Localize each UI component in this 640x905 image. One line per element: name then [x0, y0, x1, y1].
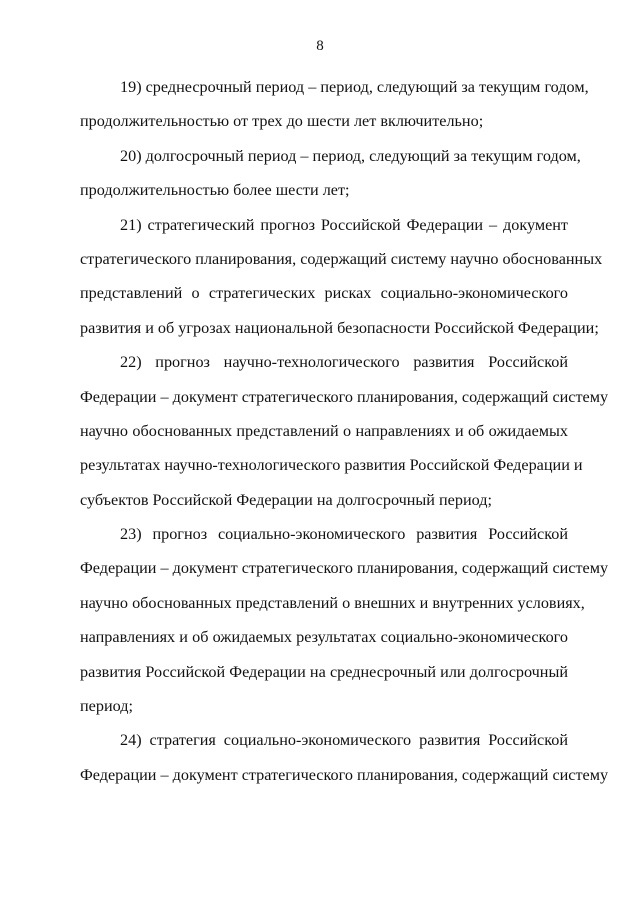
- paragraph-21: [80, 208, 603, 346]
- paragraph-line: направлениях и об ожидаемых результатах социально-экономического: [80, 628, 568, 647]
- paragraph-line: субъектов Российской Федерации на долгосрочный период;: [80, 490, 492, 509]
- paragraph-line: результатах научно-технологического развития Российской Федерации и: [80, 456, 583, 475]
- paragraph-line: Федерации – документ стратегического планирования, содержащий систему: [80, 765, 609, 784]
- paragraph-line: 19) среднесрочный период – период, следующий за текущим годом,: [120, 78, 589, 96]
- paragraph-line: представлений о стратегических рисках социально-экономического: [80, 284, 568, 303]
- paragraph-line: 21) стратегический прогноз Российской Федерации – документ: [120, 215, 568, 234]
- paragraph-line: 24) стратегия социально-экономического развития Российской: [120, 731, 568, 750]
- paragraph-20: [80, 139, 581, 208]
- paragraph-22: [80, 345, 609, 517]
- paragraph-line: период;: [80, 697, 133, 716]
- paragraph-19: [80, 70, 589, 139]
- paragraph-line: Федерации – документ стратегического планирования, содержащий систему: [80, 559, 609, 578]
- paragraph-line: развития Российской Федерации на среднесрочный или долгосрочный: [80, 662, 568, 681]
- paragraph-line: продолжительностью более шести лет;: [80, 181, 350, 200]
- paragraph-line: 22) прогноз научно-технологического развития Российской: [120, 353, 568, 372]
- paragraph-line: научно обоснованных представлений о внешних и внутренних условиях,: [80, 593, 585, 612]
- paragraph-line: развития и об угрозах национальной безопасности Российской Федерации;: [80, 318, 599, 337]
- paragraph-24: [80, 723, 609, 792]
- page-number: 8: [316, 38, 324, 54]
- paragraph-line: 23) прогноз социально-экономического развития Российской: [120, 525, 568, 544]
- paragraph-line: продолжительностью от трех до шести лет включительно;: [80, 112, 484, 131]
- paragraph-line: стратегического планирования, содержащий систему научно обоснованных: [80, 249, 603, 268]
- paragraph-line: научно обоснованных представлений о направлениях и об ожидаемых: [80, 421, 568, 440]
- document-body: [80, 70, 609, 792]
- paragraph-line: Федерации – документ стратегического планирования, содержащий систему: [80, 387, 609, 406]
- paragraph-23: [80, 517, 609, 723]
- paragraph-line: 20) долгосрочный период – период, следующий за текущим годом,: [120, 146, 581, 165]
